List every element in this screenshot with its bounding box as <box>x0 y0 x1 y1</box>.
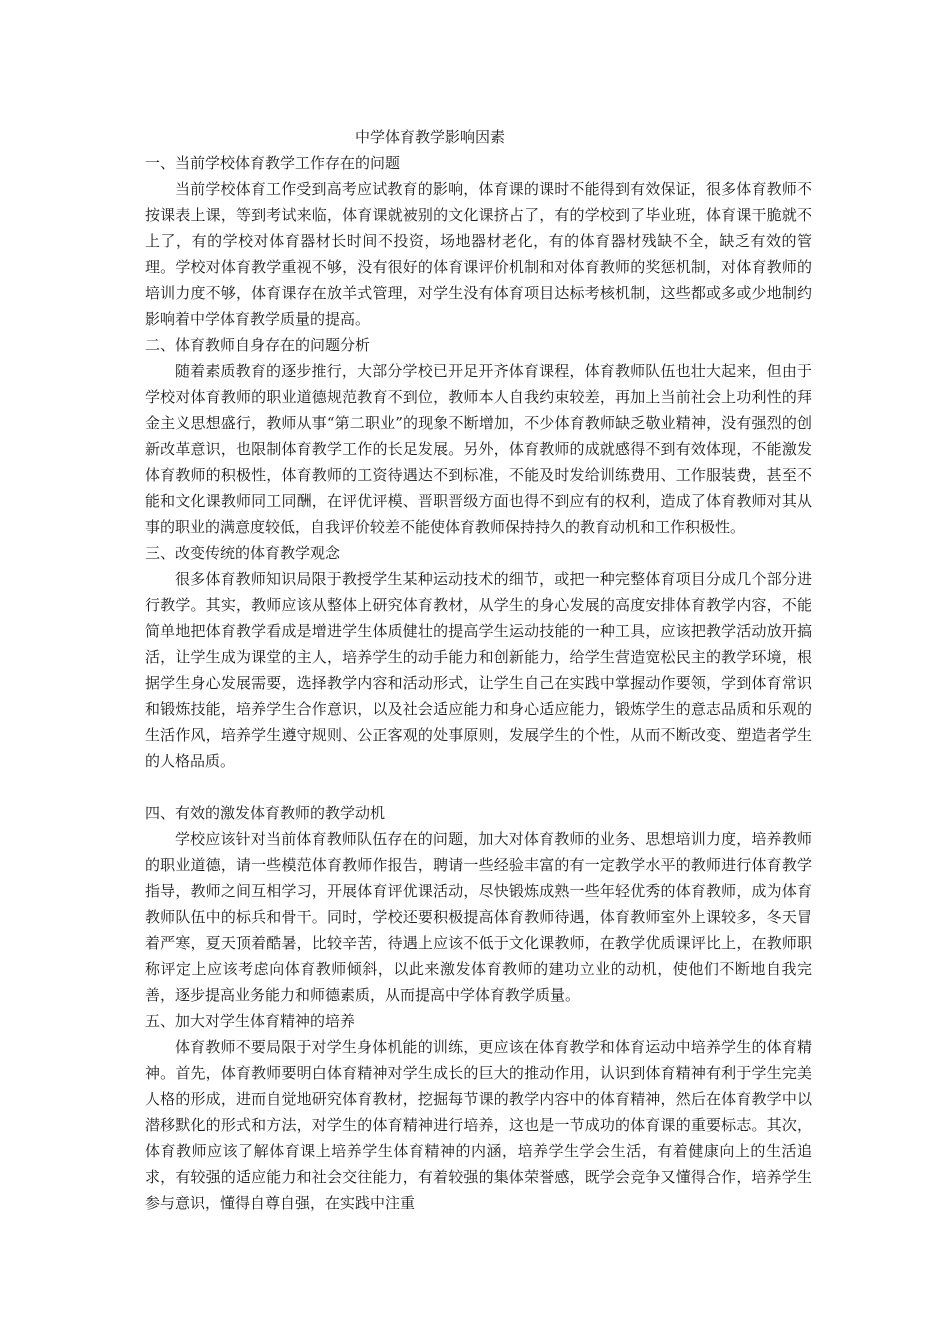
section-heading-4: 四、有效的激发体育教师的教学动机 <box>145 804 386 822</box>
section-body-4: 学校应该针对当前体育教师队伍存在的问题，加大对体育教师的业务、思想培训力度，培养教师的职业道德，请一些模范体育教师作报告，聘请一些经验丰富的有一定教学水平的教师进行体育教学指导，教师之间互相学习，开展体育评优课活动，尽快锻炼成熟一些年轻优秀的体育教师，成为体育教师队伍中的标兵和骨干。同时，学校还要积极提高体育教师待遇，体育教师室外上课较多，冬天冒着严寒，夏天顶着酷暑，比较辛苦，待遇上应该不低于文化课教师，在教学优质课评比上，在教师职称评定上应该考虑向体育教师倾斜，以此来激发体育教师的建功立业的动机，使他们不断地自我完善，逐步提高业务能力和师德素质，从而提高中学体育教学质量。 <box>145 830 812 1004</box>
section-body-5: 体育教师不要局限于对学生身体机能的训练，更应该在体育教学和体育运动中培养学生的体育精神。首先，体育教师要明白体育精神对学生成长的巨大的推动作用，认识到体育精神有利于学生完美人格的形成，进而自觉地研究体育教材，挖掘每节课的教学内容中的体育精神，然后在体育教学中以潜移默化的形式和方法，对学生的体育精神进行培养，这也是一节成功的体育课的重要标志。其次，体育教师应该了解体育课上培养学生体育精神的内涵，培养学生学会生活，有着健康向上的生活追求，有较强的适应能力和社会交往能力，有着较强的集体荣誉感，既学会竞争又懂得合作，培养学生参与意识，懂得自尊自强，在实践中注重 <box>145 1038 812 1212</box>
section-heading-5: 五、加大对学生体育精神的培养 <box>145 1012 356 1030</box>
document-page <box>145 124 812 1216</box>
document-title: 中学体育教学影响因素 <box>355 128 506 146</box>
section-body-3: 很多体育教师知识局限于教授学生某种运动技术的细节，或把一种完整体育项目分成几个部分进行教学。其实，教师应该从整体上研究体育教材，从学生的身心发展的高度安排体育教学内容，不能简单地把体育教学看成是增进学生体质健壮的提高学生运动技能的一种工具，应该把教学活动放开搞活，让学生成为课堂的主人，培养学生的动手能力和创新能力，给学生营造宽松民主的教学环境，根据学生身心发展需要，选择教学内容和活动形式，让学生自己在实践中掌握动作要领，学到体育常识和锻炼技能，培养学生合作意识，以及社会适应能力和身心适应能力，锻炼学生的意志品质和乐观的生活作风，培养学生遵守规则、公正客观的处事原则，发展学生的个性，从而不断改变、塑造者学生的人格品质。 <box>145 570 812 770</box>
section-heading-1: 一、当前学校体育教学工作存在的问题 <box>145 154 401 172</box>
section-heading-3: 三、改变传统的体育教学观念 <box>145 544 341 562</box>
section-heading-2: 二、体育教师自身存在的问题分析 <box>145 336 371 354</box>
section-body-1: 当前学校体育工作受到高考应试教育的影响，体育课的课时不能得到有效保证，很多体育教师不按课表上课，等到考试来临，体育课就被别的文化课挤占了，有的学校到了毕业班，体育课干脆就不上了，有的学校对体育器材长时间不投资，场地器材老化，有的体育器材残缺不全，缺乏有效的管理。学校对体育教学重视不够，没有很好的体育课评价机制和对体育教师的奖惩机制，对体育教师的培训力度不够，体育课存在放羊式管理，对学生没有体育项目达标考核机制，这些都或多或少地制约影响着中学体育教学质量的提高。 <box>145 180 812 328</box>
section-body-2: 随着素质教育的逐步推行，大部分学校已开足开齐体育课程，体育教师队伍也壮大起来，但由于学校对体育教师的职业道德规范教育不到位，教师本人自我约束较差，再加上当前社会上功利性的拜金主义思想盛行，教师从事“第二职业”的现象不断增加，不少体育教师缺乏敬业精神，没有强烈的创新改革意识，也限制体育教学工作的长足发展。另外，体育教师的成就感得不到有效体现，不能激发体育教师的积极性，体育教师的工资待遇达不到标准，不能及时发给训练费用、工作服装费，甚至不能和文化课教师同工同酬，在评优评模、晋职晋级方面也得不到应有的权利，造成了体育教师对其从事的职业的满意度较低，自我评价较差不能使体育教师保持持久的教育动机和工作积极性。 <box>145 362 812 536</box>
blank-line <box>145 774 812 800</box>
